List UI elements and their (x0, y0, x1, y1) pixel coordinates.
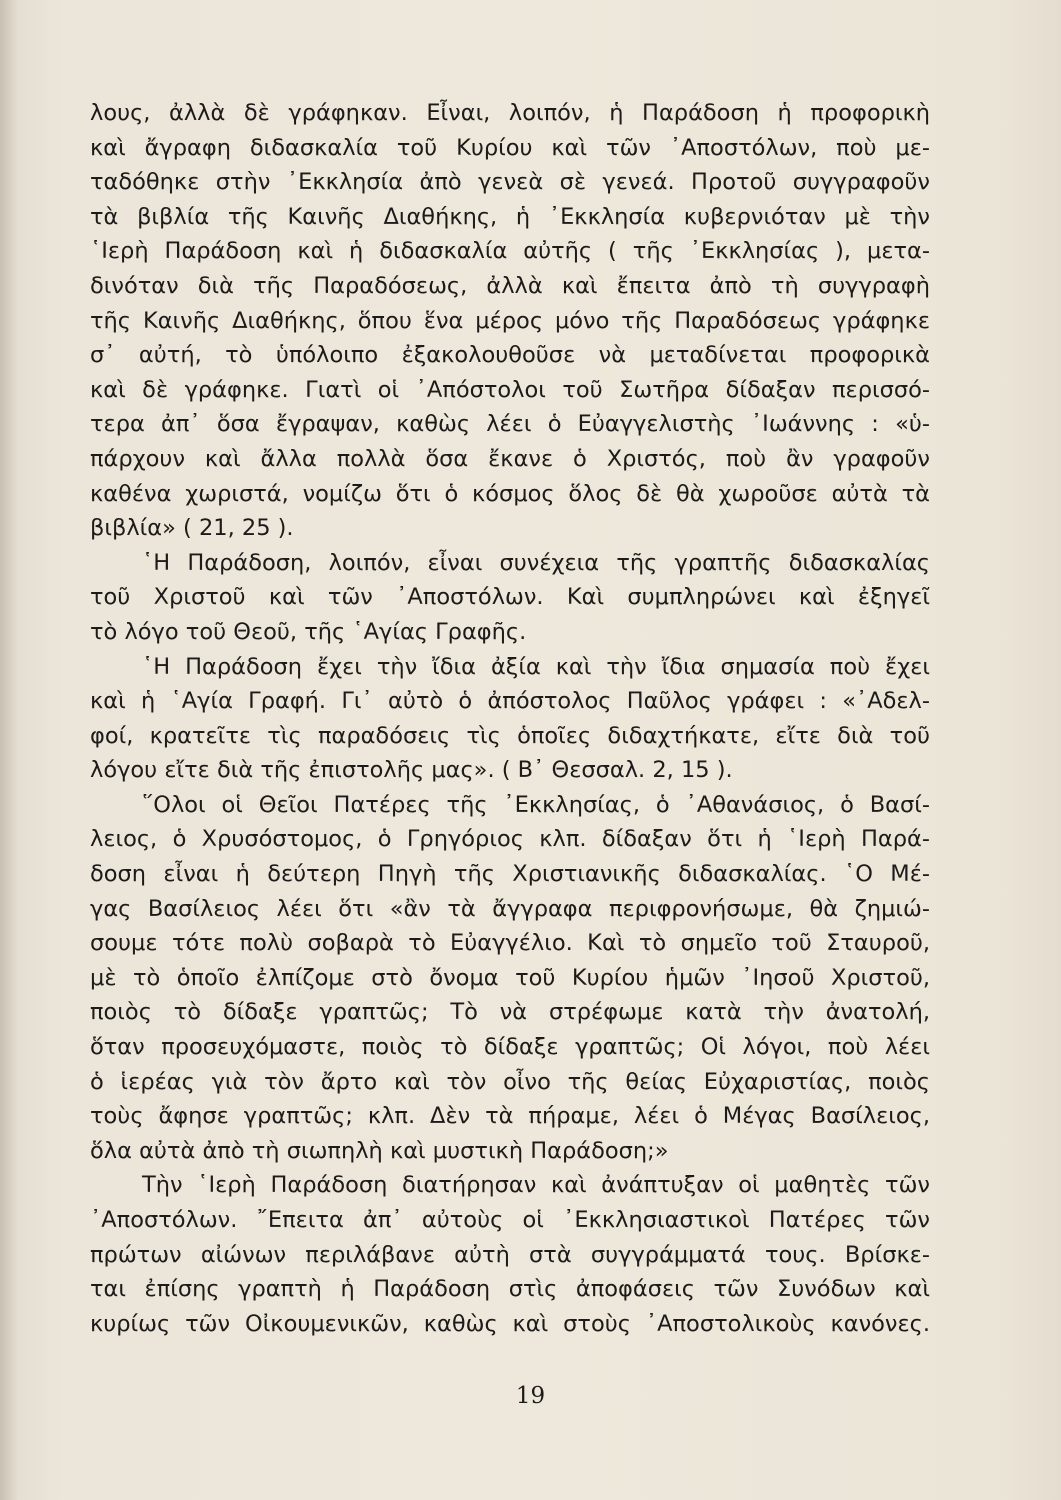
text-line: ταδόθηκε στὴν ᾿Εκκλησία ἀπὸ γενεὰ σὲ γενεά. Προτοῦ συγγραφοῦν (90, 169, 930, 196)
text-line: σουμε τότε πολὺ σοβαρὰ τὸ Εὐαγγέλιο. Καὶ τὸ σημεῖο τοῦ Σταυροῦ, (90, 930, 930, 957)
text-line: σ᾿ αὐτή, τὸ ὑπόλοιπο ἐξακολουθοῦσε νὰ μεταδίνεται προφορικὰ (90, 342, 930, 369)
page-edge-shadow (0, 0, 18, 1500)
text-line: τερα ἀπ᾿ ὅσα ἔγραψαν, καθὼς λέει ὁ Εὐαγγελιστὴς ᾿Ιωάννης : «ὑ- (90, 411, 930, 438)
text-line: δοση εἶναι ἡ δεύτερη Πηγὴ τῆς Χριστιανικῆς διδασκαλίας. ῾Ο Μέ- (90, 861, 930, 888)
text-line: ὁ ἱερέας γιὰ τὸν ἄρτο καὶ τὸν οἶνο τῆς θείας Εὐχαριστίας, ποιὸς (90, 1068, 930, 1095)
body-text (90, 96, 930, 1341)
text-line: τοὺς ἄφησε γραπτῶς; κλπ. Δὲν τὰ πήραμε, λέει ὁ Μέγας Βασίλειος, (90, 1103, 930, 1130)
text-line: φοί, κρατεῖτε τὶς παραδόσεις τὶς ὁποῖες διδαχτήκατε, εἴτε διὰ τοῦ (90, 722, 930, 749)
text-line: Τὴν ῾Ιερὴ Παράδοση διατήρησαν καὶ ἀνάπτυξαν οἱ μαθητὲς τῶν (142, 1172, 930, 1199)
text-line: ῞Ολοι οἱ Θεῖοι Πατέρες τῆς ᾿Εκκλησίας, ὁ ᾿Αθανάσιος, ὁ Βασί- (142, 791, 930, 818)
text-line: δινόταν διὰ τῆς Παραδόσεως, ἀλλὰ καὶ ἔπειτα ἀπὸ τὴ συγγραφὴ (90, 272, 930, 299)
text-line: γας Βασίλειος λέει ὅτι «ἂν τὰ ἄγγραφα περιφρονήσωμε, θὰ ζημιώ- (90, 895, 930, 922)
text-line: βιβλία» ( 21, 25 ). (90, 515, 294, 542)
text-line: τῆς Καινῆς Διαθήκης, ὅπου ἕνα μέρος μόνο τῆς Παραδόσεως γράφηκε (90, 307, 930, 334)
text-line: ὅλα αὐτὰ ἀπὸ τὴ σιωπηλὴ καὶ μυστικὴ Παράδοση;» (90, 1137, 669, 1164)
text-line: τοῦ Χριστοῦ καὶ τῶν ᾿Αποστόλων. Καὶ συμπληρώνει καὶ ἐξηγεῖ (90, 584, 930, 611)
text-line: μὲ τὸ ὁποῖο ἐλπίζομε στὸ ὄνομα τοῦ Κυρίου ἡμῶν ᾿Ιησοῦ Χριστοῦ, (90, 964, 930, 991)
text-line: καθένα χωριστά, νομίζω ὅτι ὁ κόσμος ὅλος δὲ θὰ χωροῦσε αὐτὰ τὰ (90, 480, 930, 507)
text-line: λειος, ὁ Χρυσόστομος, ὁ Γρηγόριος κλπ. δίδαξαν ὅτι ἡ ῾Ιερὴ Παρά- (90, 826, 930, 853)
text-line: λους, ἀλλὰ δὲ γράφηκαν. Εἶναι, λοιπόν, ἡ Παράδοση ἡ προφορικὴ (90, 100, 930, 126)
page-number: 19 (515, 1383, 546, 1409)
text-line: κυρίως τῶν Οἰκουμενικῶν, καθὼς καὶ στοὺς ᾿Αποστολικοὺς κανόνες. (90, 1310, 930, 1337)
text-line: πάρχουν καὶ ἄλλα πολλὰ ὅσα ἔκανε ὁ Χριστός, ποὺ ἂν γραφοῦν (90, 445, 930, 472)
text-line: λόγου εἴτε διὰ τῆς ἐπιστολῆς μας». ( Β᾿ Θεσσαλ. 2, 15 ). (90, 757, 733, 784)
text-line: ῾Ιερὴ Παράδοση καὶ ἡ διδασκαλία αὐτῆς ( τῆς ᾿Εκκλησίας ), μετα- (90, 238, 930, 265)
text-line: καὶ ἄγραφη διδασκαλία τοῦ Κυρίου καὶ τῶν ᾿Αποστόλων, ποὺ με- (90, 134, 930, 161)
text-line: ται ἐπίσης γραπτὴ ἡ Παράδοση στὶς ἀποφάσεις τῶν Συνόδων καὶ (90, 1276, 930, 1303)
text-line: καὶ δὲ γράφηκε. Γιατὶ οἱ ᾿Απόστολοι τοῦ Σωτῆρα δίδαξαν περισσό- (90, 376, 930, 403)
text-line: πρώτων αἰώνων περιλάβανε αὐτὴ στὰ συγγράμματά τους. Βρίσκε- (90, 1241, 930, 1268)
text-line: ᾿Αποστόλων. ῎Επειτα ἀπ᾿ αὐτοὺς οἱ ᾿Εκκλησιαστικοὶ Πατέρες τῶν (90, 1207, 930, 1233)
text-line: ῾Η Παράδοση ἔχει τὴν ἴδια ἀξία καὶ τὴν ἴδια σημασία ποὺ ἔχει (142, 653, 930, 680)
text-line: τὸ λόγο τοῦ Θεοῦ, τῆς ῾Αγίας Γραφῆς. (90, 618, 527, 645)
text-line: ὅταν προσευχόμαστε, ποιὸς τὸ δίδαξε γραπτῶς; Οἱ λόγοι, ποὺ λέει (90, 1034, 930, 1061)
text-line: τὰ βιβλία τῆς Καινῆς Διαθήκης, ἡ ᾿Εκκλησία κυβερνιόταν μὲ τὴν (90, 203, 930, 230)
text-line: καὶ ἡ ῾Αγία Γραφή. Γι᾿ αὐτὸ ὁ ἀπόστολος Παῦλος γράφει : «᾿Αδελ- (90, 688, 930, 715)
text-line: ῾Η Παράδοση, λοιπόν, εἶναι συνέχεια τῆς γραπτῆς διδασκαλίας (142, 549, 930, 576)
text-line: ποιὸς τὸ δίδαξε γραπτῶς; Τὸ νὰ στρέφωμε κατὰ τὴν ἀνατολή, (90, 999, 930, 1026)
